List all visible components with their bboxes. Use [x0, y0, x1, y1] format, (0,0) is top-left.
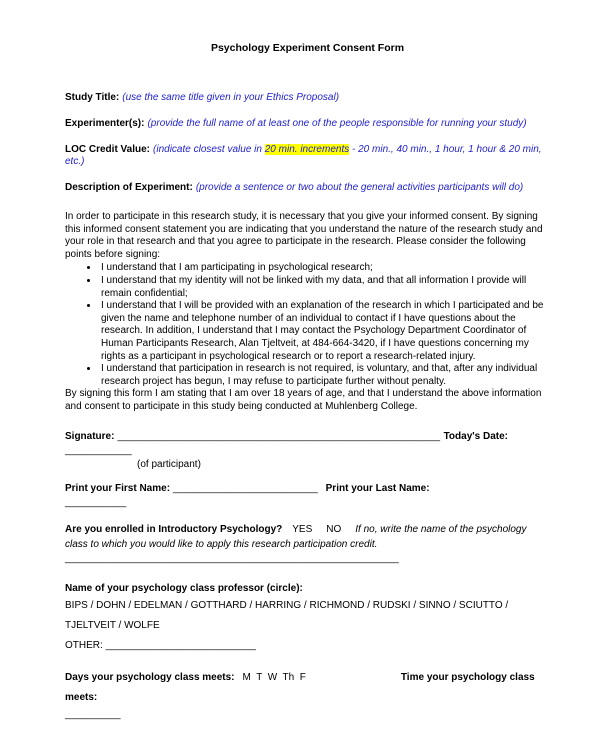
name-row: [65, 481, 550, 496]
days-label: Days your psychology class meets:: [65, 671, 235, 683]
experimenters-hint: (provide the full name of at least one of the people responsible for running your study): [147, 117, 527, 129]
consent-intro-paragraph: In order to participate in this research study, it is necessary that you give your informed consent. By signing this informed consent statement you are indicating that you understand the nature of the research study and your role in that research and that you agree to participate in the research. Please consider the following points before signing:: [65, 210, 543, 260]
last-name-label: Print your Last Name:: [325, 482, 430, 494]
description-label: Description of Experiment:: [65, 182, 193, 194]
professor-section-label: Name of your psychology class professor (circle):: [65, 582, 303, 594]
professor-block: [65, 596, 550, 656]
consent-point-3: • I understand that I will be provided with an explanation of the research in which I participated and be given the name and telephone number of an individual to contact if I have questions about the research. In addition, I understand that I may contact the Psychology Department Coordinator of Human Participants Research, Alan Tjeltveit, at 484-664-3420, if I have questions concerning my rights as a participant in psychological research or to report a research-related injury.: [99, 300, 550, 363]
consent-closing-paragraph: By signing this form I am stating that I am over 18 years of age, and that I understand the above information and consent to participate in this study being conducted at Muhlenberg College.: [65, 388, 542, 412]
consent-point-2: • I understand that my identity will not be linked with my data, and that all information I provide will remain confidential;: [99, 275, 550, 300]
consent-points-list: [99, 262, 550, 388]
if-no-note: If no, write the name of the psychology class to which you would like to apply this research participation credit.: [65, 524, 527, 551]
first-name-line: __________________________: [173, 482, 318, 494]
enrollment-line: ____________________________________________________________: [65, 553, 399, 565]
loc-hint-highlight: 20 min. increments: [264, 143, 350, 155]
signature-line: __________________________________________________________: [117, 431, 441, 443]
experimenters-label: Experimenter(s):: [65, 117, 145, 129]
loc-hint-pre: (indicate closest value in: [153, 143, 265, 155]
signature-label: Signature:: [65, 431, 115, 443]
yes-option: YES: [292, 524, 313, 536]
signature-field: [65, 429, 440, 444]
consent-point-1: • I understand that I am participating in psychological research;: [99, 262, 550, 275]
todays-date-label: Today's Date:: [443, 431, 508, 443]
schedule-row: [65, 668, 550, 708]
professor-names-list: BIPS / DOHN / EDELMAN / GOTTHARD / HARRING / RICHMOND / RUDSKI / SINNO / SCIUTTO / TJELTVEIT / WOLFE: [65, 599, 509, 631]
consent-point-4: • I understand that participation in research is not required, is voluntary, and that, after any individual research project has begun, I may refuse to participate further without penalty.: [99, 363, 550, 388]
other-label: OTHER:: [65, 639, 103, 651]
description-hint: (provide a sentence or two about the general activities participants will do): [195, 182, 524, 194]
enrollment-question-row: [65, 522, 550, 552]
first-name-label: Print your First Name:: [65, 482, 171, 494]
schedule-line: __________: [65, 708, 121, 720]
days-options: M T W Th F: [242, 671, 306, 683]
other-row: [65, 636, 550, 656]
time-label: Time your psychology class meets:: [65, 671, 535, 703]
field-description: [65, 182, 550, 195]
field-study-title: [65, 92, 550, 105]
loc-credit-label: LOC Credit Value:: [65, 143, 151, 155]
field-experimenters: [65, 118, 550, 131]
no-option: NO: [326, 524, 342, 536]
enrollment-question: Are you enrolled in Introductory Psychology?: [65, 524, 283, 536]
document-title: Psychology Experiment Consent Form: [210, 42, 405, 54]
field-loc-credit: [65, 144, 550, 170]
signature-row: [65, 429, 550, 444]
other-line: ___________________________: [105, 639, 256, 651]
study-title-hint: (use the same title given in your Ethics Proposal): [122, 92, 340, 103]
loc-hint-post: - 20 min., 40 min., 1 hour, 1 hour & 20 min, etc.): [65, 143, 542, 168]
signature-line-wrap: ____________: [65, 445, 132, 457]
study-title-label: Study Title:: [65, 92, 120, 103]
name-line-wrap: ___________: [65, 496, 127, 508]
of-participant-note: (of participant): [137, 458, 201, 470]
